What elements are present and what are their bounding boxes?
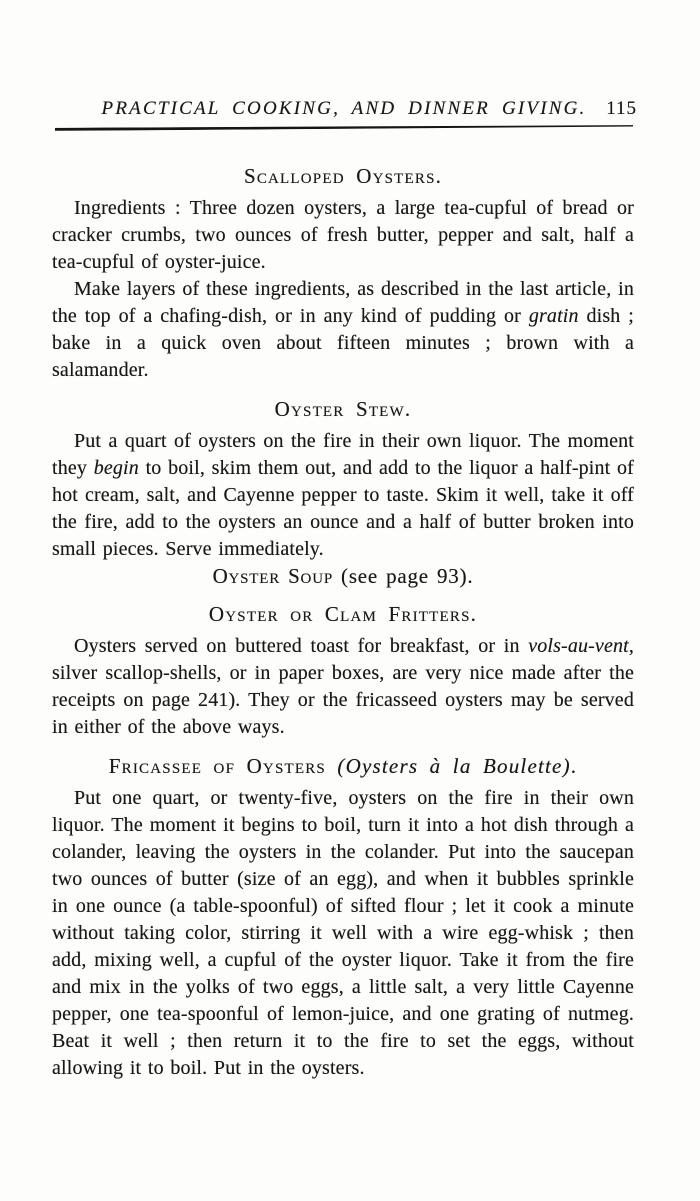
text-run: (see page 93). [332,564,474,588]
smallcaps-text-run: Fricassee of Oysters [108,754,326,778]
italic-text-run: gratin [528,305,579,327]
header-rule [55,124,633,131]
text-run: Make layers of these ingredients, as described in the last article, in the top of a chafing-dish, or in any kind of pudding or [52,278,634,327]
running-header-title: PRACTICAL COOKING, AND DINNER GIVING. [101,98,587,119]
text-run: . [570,754,578,778]
para-fritters-method [52,633,634,741]
heading-oyster-or-clam-fritters [52,601,634,627]
page-number: 115 [606,98,637,119]
italic-text-run: begin [93,457,139,479]
text-run: dish ; bake in a quick oven about fifteen minutes ; brown with a salamander. [52,305,634,381]
text-run: Oysters served on buttered toast for breakfast, or in [74,635,529,657]
text-run: Ingredients : Three dozen oysters, a large tea-cupful of bread or cracker crumbs, two ounces of fresh butter, pepper and salt, half a tea-cupful of oyster-juice. [52,197,634,273]
text-run: Put one quart, or twenty-five, oysters on the fire in their own liquor. The moment it begins to boil, turn it into a hot dish through a colander, leaving the oysters in the colander. Put into the saucepan two ounces of butter (size of an egg), and when it bubbles sprinkle in one ounce (a table-spoonful) of sifted flour ; let it cook a minute without taking color, stirring it well with a wire egg-whisk ; then add, mixing well, a cupful of the oyster liquor. Take it from the fire and mix in the yolks of two eggs, a little salt, a very little Cayenne pepper, one tea-spoonful of lemon-juice, and one grating of nutmeg. Beat it well ; then return it to the fire to set the eggs, without allowing it to boil. Put in the oysters. [52,787,634,1079]
smallcaps-text-run: Oyster Stew. [274,397,412,421]
text-run: Put a quart of oysters on the fire in their own liquor. The moment they [52,430,634,479]
italic-text-run: ) [562,754,571,778]
para-scalloped-oysters-method [52,276,634,384]
heading-scalloped-oysters [52,163,634,189]
text-run: to boil, skim them out, and add to the liquor a half-pint of hot cream, salt, and Cayenne pepper to taste. Skim it well, take it off the fire, add to the oysters an ounce and a half of butter broken into small pieces. Serve immediately. [52,457,634,560]
smallcaps-text-run: Oyster Soup [212,564,333,588]
running-header [54,97,637,121]
heading-fricassee-of-oysters [52,753,634,779]
para-scalloped-oysters-ingredients [52,195,634,276]
smallcaps-text-run: Scalloped Oysters. [243,164,443,188]
page-content [52,163,634,1082]
smallcaps-text-run: Oyster or Clam Fritters. [208,602,478,626]
heading-oyster-soup-cross-reference [52,563,634,589]
italic-text-run: ( [325,754,346,778]
heading-oyster-stew [52,396,634,422]
italic-text-run: Oysters à la Boulette [345,754,563,778]
italic-text-run: vols-au-vent [528,635,629,657]
para-oyster-stew-method [52,428,634,563]
para-fricassee-method [52,785,634,1082]
text-run: , silver scallop-shells, or in paper boxes, are very nice made after the receipts on page 241). They or the fricasseed oysters may be served in either of the above ways. [52,635,634,738]
